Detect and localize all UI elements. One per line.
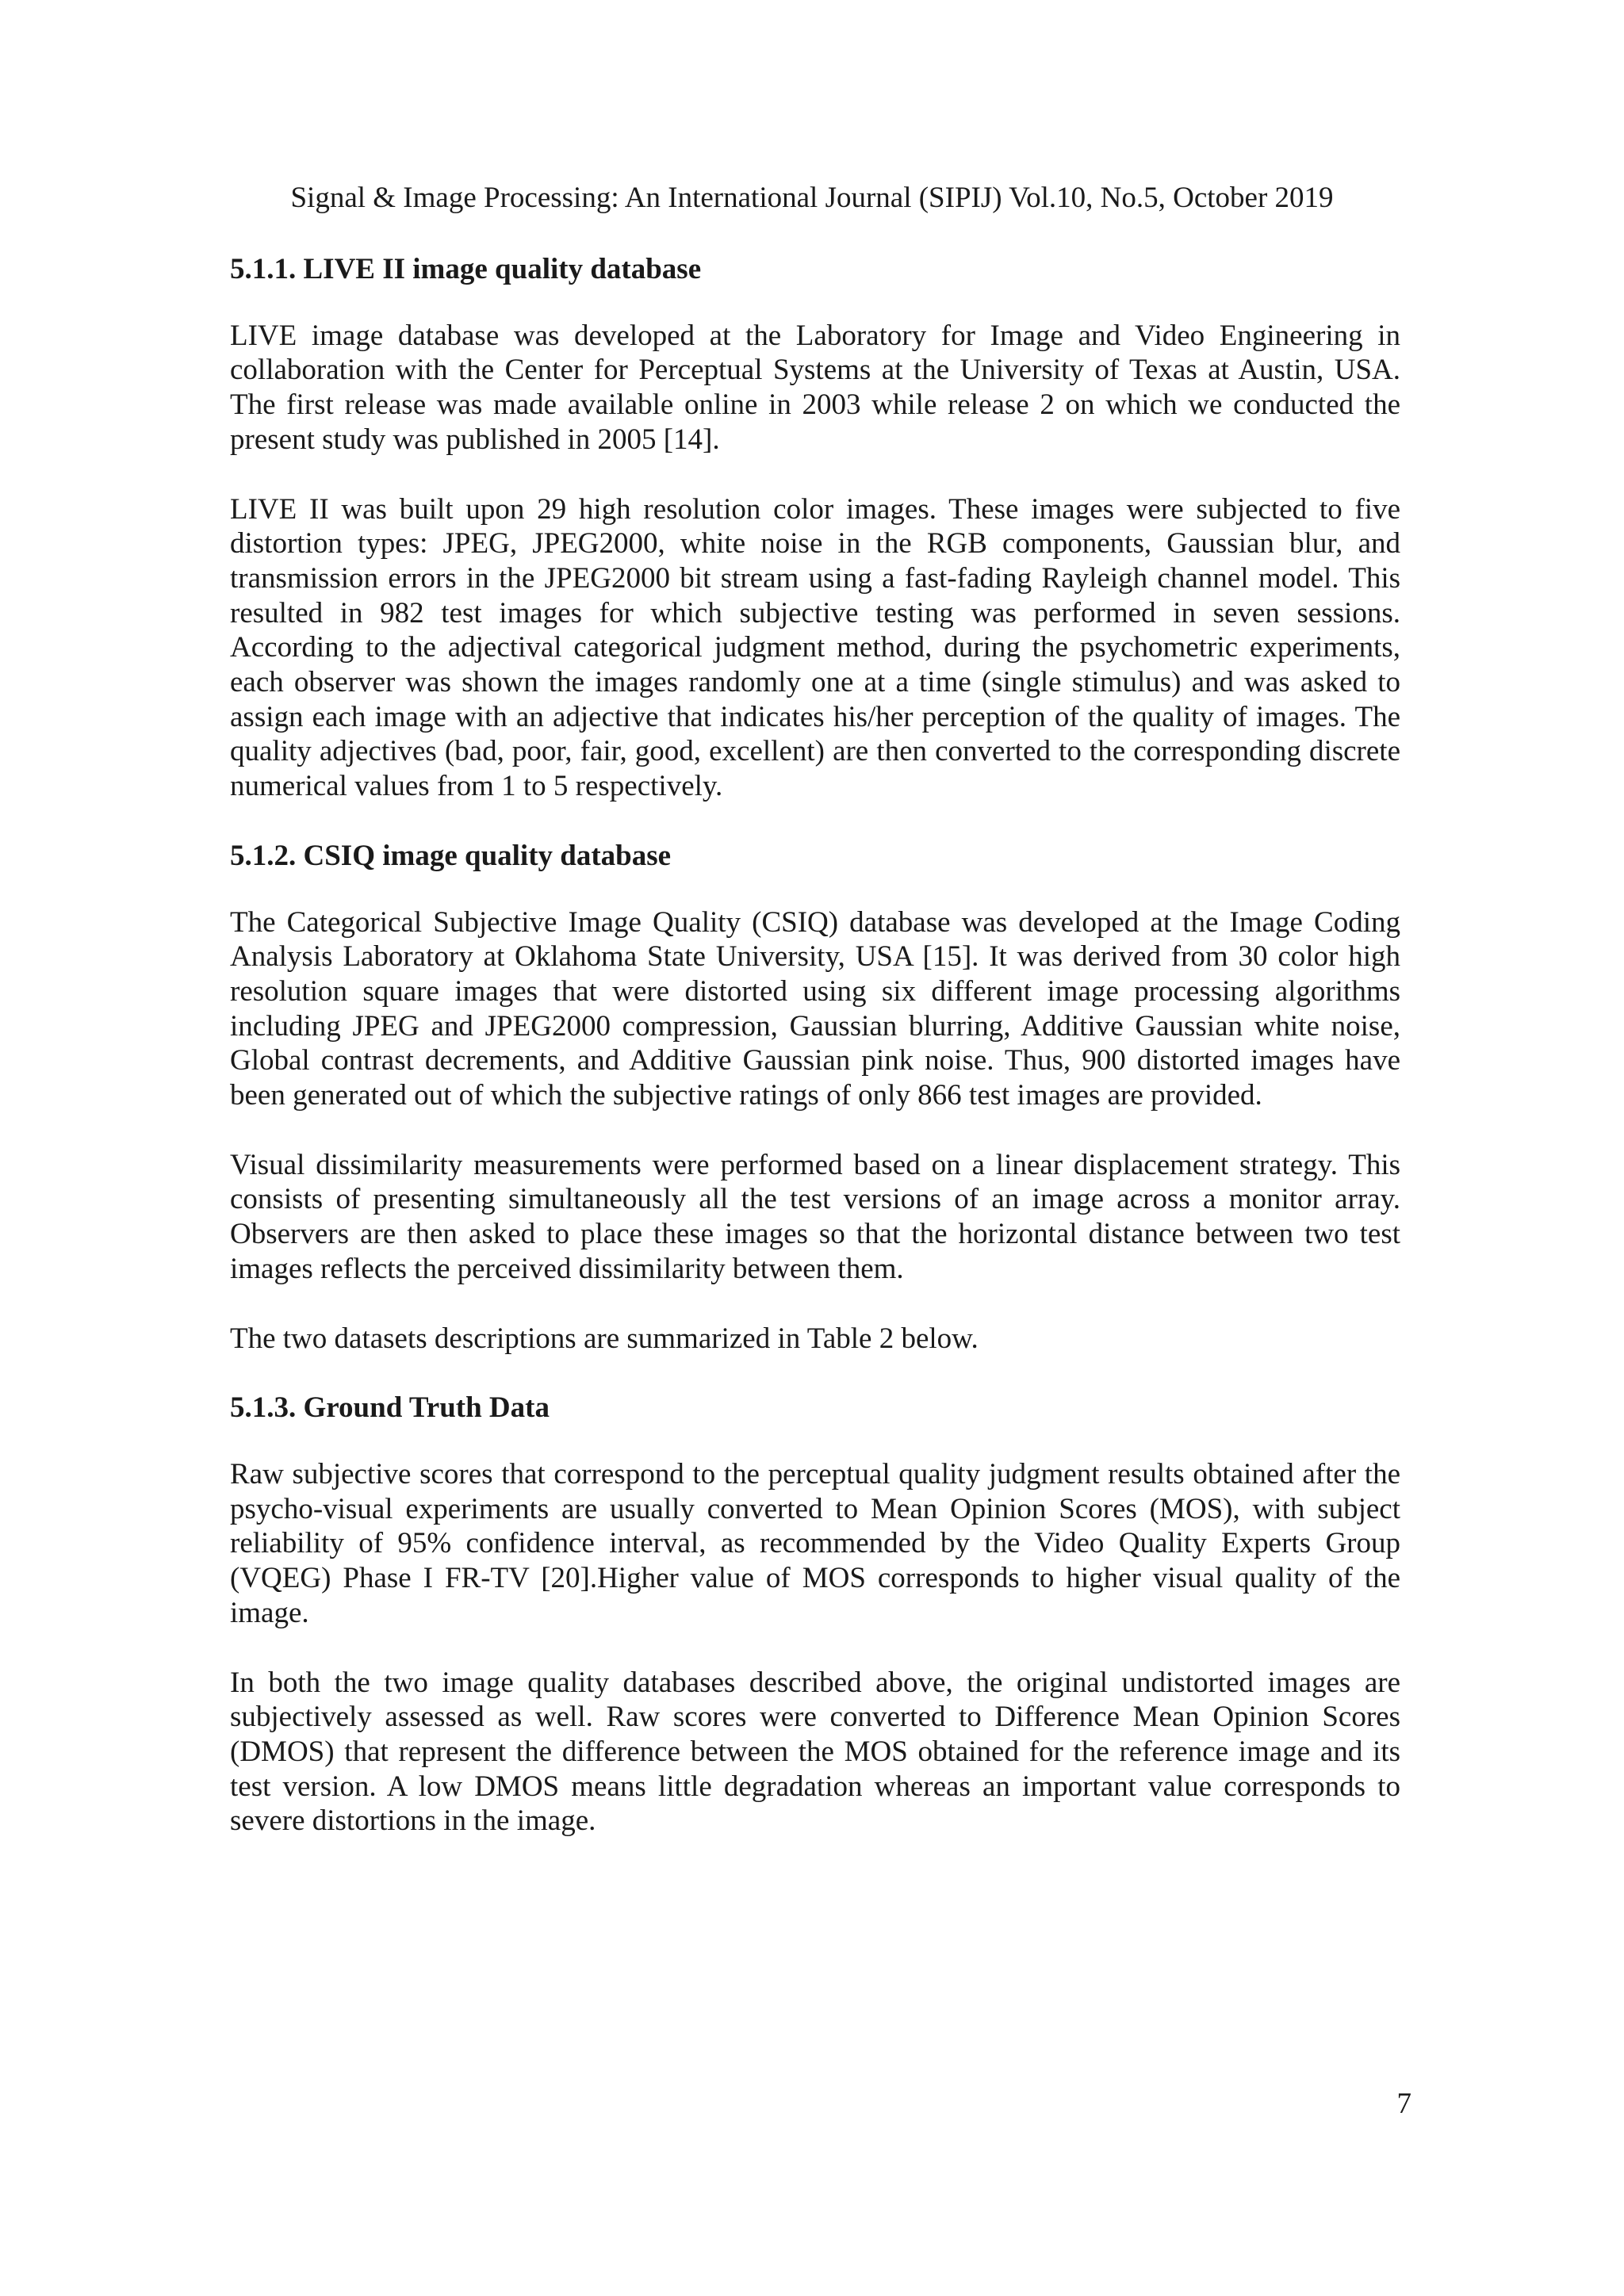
paragraph: Visual dissimilarity measurements were performed based on a linear displacement strategy. This consists of presenting simultaneously all the test versions of an image across a monitor array. Observers are then asked to place these images so that the horizontal distance between two test images reflects the perceived dissimilarity between them. (230, 1148, 1400, 1285)
paragraph: LIVE II was built upon 29 high resolution color images. These images were subjected to five distortion types: JPEG, JPEG2000, white noise in the RGB components, Gaussian blur, and transmission errors in the JPEG2000 bit stream using a fast-fading Rayleigh channel model. This resulted in 982 test images for which subjective testing was performed in seven sessions. According to the adjectival categorical judgment method, during the psychometric experiments, each observer was shown the images randomly one at a time (single stimulus) and was asked to assign each image with an adjective that indicates his/her perception of the quality of images. The quality adjectives (bad, poor, fair, good, excellent) are then converted to the corresponding discrete numerical values from 1 to 5 respectively. (230, 492, 1400, 803)
section-csiq (230, 839, 1400, 1356)
section-heading: 5.1.3. Ground Truth Data (230, 1391, 550, 1425)
paragraph: In both the two image quality databases described above, the original undistorted images are subjectively assessed as well. Raw scores were converted to Difference Mean Opinion Scores (DMOS) that represent the difference between the MOS obtained for the reference image and its test version. A low DMOS means little degradation whereas an important value corresponds to severe distortions in the image. (230, 1666, 1400, 1838)
section-heading: 5.1.2. CSIQ image quality database (230, 839, 672, 872)
section-ground-truth (230, 1391, 1400, 1839)
main-content (230, 252, 1400, 1873)
paragraph: The Categorical Subjective Image Quality (CSIQ) database was developed at the Image Coding Analysis Laboratory at Oklahoma State University, USA [15]. It was derived from 30 color high resolution square images that were distorted using six different image processing algorithms including JPEG and JPEG2000 compression, Gaussian blurring, Additive Gaussian white noise, Global contrast decrements, and Additive Gaussian pink noise. Thus, 900 distorted images have been generated out of which the subjective ratings of only 866 test images are provided. (230, 905, 1400, 1112)
paragraph: Raw subjective scores that correspond to the perceptual quality judgment results obtained after the psycho-visual experiments are usually converted to Mean Opinion Scores (MOS), with subject reliability of 95% confidence interval, as recommended by the Video Quality Experts Group (VQEG) Phase I FR-TV [20].Higher value of MOS corresponds to higher visual quality of the image. (230, 1457, 1400, 1629)
section-heading: 5.1.1. LIVE II image quality database (230, 253, 702, 285)
page-number: 7 (1396, 2087, 1411, 2120)
paragraph: The two datasets descriptions are summarized in Table 2 below. (230, 1322, 979, 1355)
paragraph: LIVE image database was developed at the Laboratory for Image and Video Engineering in collaboration with the Center for Perceptual Systems at the University of Texas at Austin, USA. The first release was made available online in 2003 while release 2 on which we conducted the present study was published in 2005 [14]. (230, 319, 1400, 456)
section-live-ii (230, 252, 1400, 804)
running-header: Signal & Image Processing: An International Journal (SIPIJ) Vol.10, No.5, October 2019 (290, 182, 1334, 214)
